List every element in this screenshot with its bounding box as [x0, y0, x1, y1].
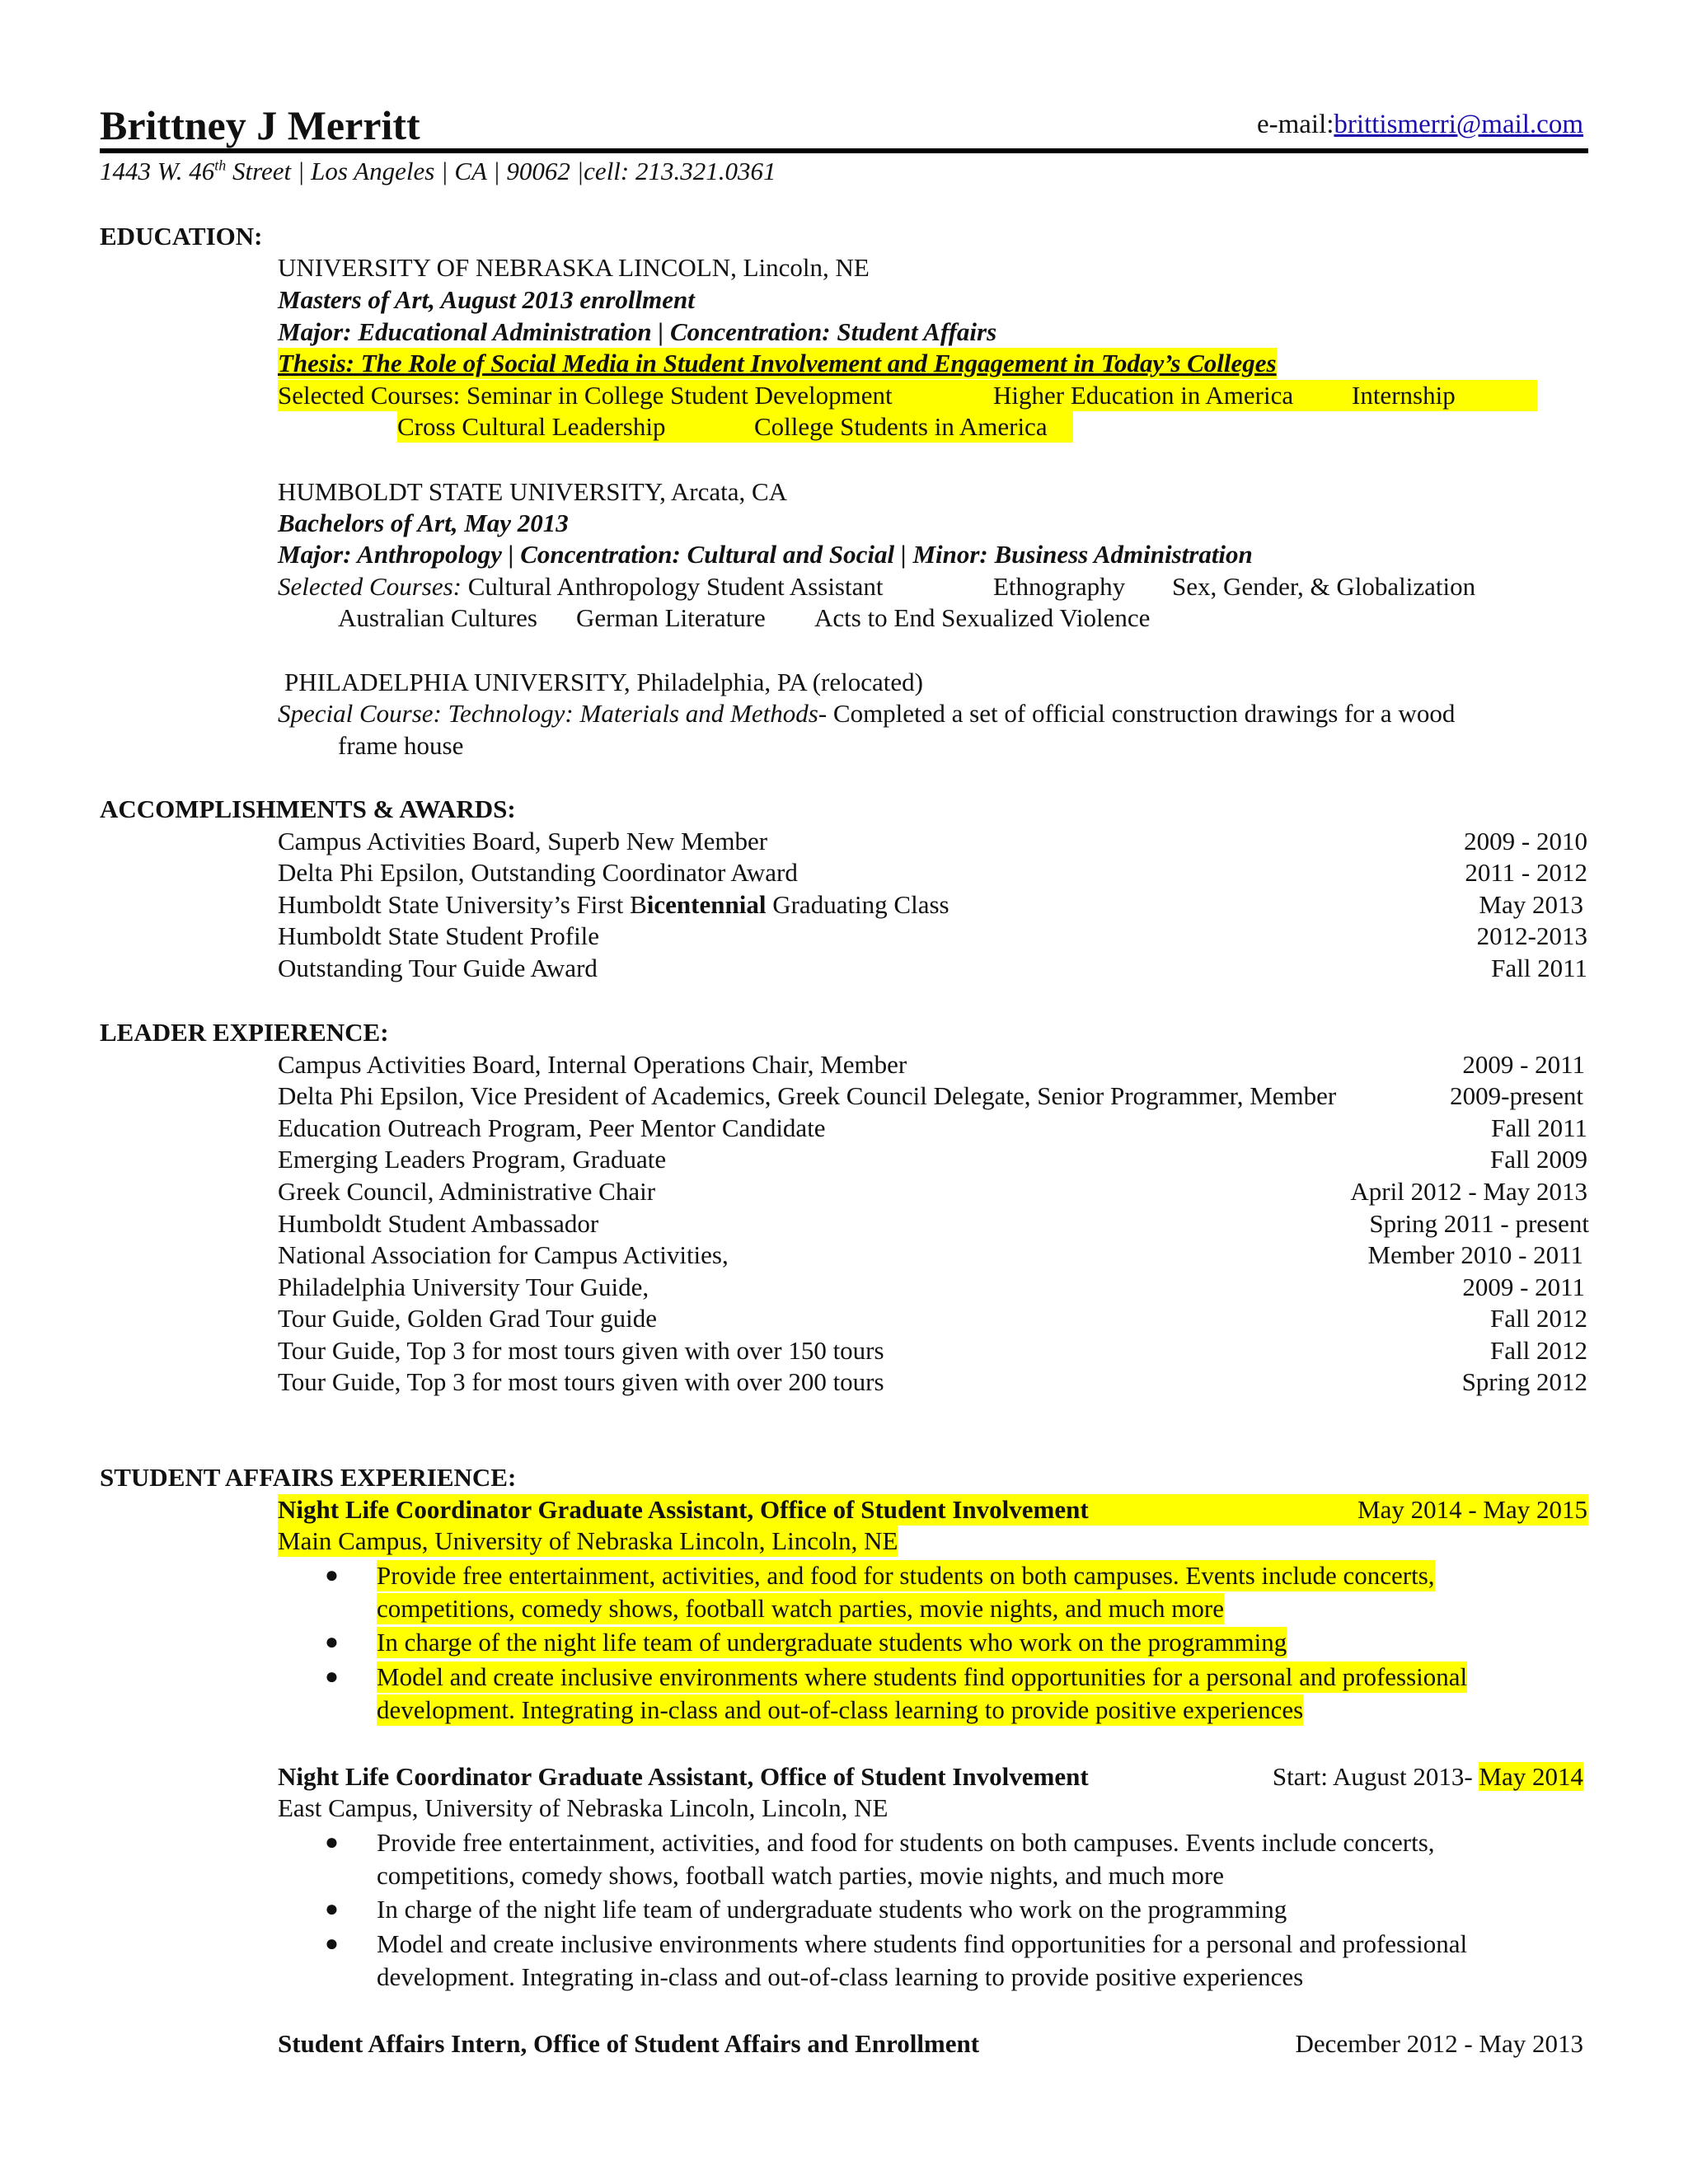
award-text-end: Graduating Class: [766, 890, 950, 919]
leader-item: Greek Council, Administrative Chair: [278, 1177, 656, 1206]
leader-item: Emerging Leaders Program, Graduate: [278, 1145, 667, 1174]
job3-title: Student Affairs Intern, Office of Student Affairs and Enrollment: [278, 2029, 980, 2058]
bullet-icon: ●: [325, 1830, 339, 1855]
phila-special: [278, 698, 1455, 729]
address-rest: Street | Los Angeles | CA | 90062 |cell: 213.321.0361: [226, 157, 776, 185]
job2-bullet1-line2: competitions, comedy shows, football watch parties, movie nights, and much more: [377, 1861, 1224, 1890]
unl-thesis: Thesis: The Role of Social Media in Student Involvement and Engagement in Today’s Colleges: [278, 349, 1277, 377]
email-link[interactable]: brittismerri@mail.com: [1334, 110, 1583, 139]
unl-school: UNIVERSITY OF NEBRASKA LINCOLN, Lincoln, NE: [278, 253, 870, 282]
hsu-course-sex-gender: Sex, Gender, & Globalization: [1172, 572, 1476, 601]
award-date: May 2013: [1479, 890, 1583, 919]
leader-date: Spring 2012: [1461, 1367, 1587, 1396]
awards-heading: ACCOMPLISHMENTS & AWARDS:: [100, 794, 516, 823]
award-text-bold: icentennial: [646, 890, 767, 919]
leader-date: Fall 2009: [1490, 1145, 1587, 1174]
leader-date: Member 2010 - 2011: [1367, 1240, 1583, 1269]
hsu-course-australian: Australian Cultures: [338, 603, 537, 632]
unl-courses-line1: Selected Courses: Seminar in College Student Development: [278, 381, 893, 410]
leader-item: Education Outreach Program, Peer Mentor Candidate: [278, 1113, 826, 1142]
award-item: Outstanding Tour Guide Award: [278, 954, 598, 982]
unl-major: Major: Educational Administration | Concentration: Student Affairs: [278, 317, 997, 346]
leader-date: Fall 2012: [1490, 1304, 1587, 1333]
job1-date: May 2014 - May 2015: [1357, 1495, 1587, 1524]
leader-date: Spring 2011 - present: [1369, 1209, 1589, 1238]
leader-item: Delta Phi Epsilon, Vice President of Academics, Greek Council Delegate, Senior Programmer, Member: [278, 1081, 1337, 1110]
unl-course-cross-cultural: Cross Cultural Leadership: [397, 412, 666, 441]
award-item: Campus Activities Board, Superb New Member: [278, 827, 768, 855]
job2-bullet2: In charge of the night life team of undergraduate students who work on the programming: [377, 1895, 1287, 1924]
job1-bullet3-line2: development. Integrating in-class and out-of-class learning to provide positive experiences: [377, 1695, 1304, 1724]
award-date: 2009 - 2010: [1464, 827, 1587, 855]
hsu-course-german: German Literature: [576, 603, 766, 632]
leader-item: Tour Guide, Top 3 for most tours given with over 150 tours: [278, 1336, 884, 1365]
hsu-course-acts: Acts to End Sexualized Violence: [814, 603, 1151, 632]
header-rule: [100, 148, 1588, 153]
job1-bullet3-line1: Model and create inclusive environments where students find opportunities for a personal and professional: [377, 1662, 1468, 1691]
job1-bullet2: In charge of the night life team of undergraduate students who work on the programming: [377, 1628, 1287, 1657]
unl-course-higher-ed: Higher Education in America: [993, 381, 1294, 410]
award-item: [278, 889, 950, 921]
address-superscript: th: [214, 157, 227, 174]
leader-date: Fall 2012: [1490, 1336, 1587, 1365]
job2-date: [1273, 1761, 1583, 1793]
job2-date-end: May 2014: [1479, 1762, 1583, 1791]
hsu-courses-label: Selected Courses:: [278, 572, 462, 601]
job1-bullet1-line1: Provide free entertainment, activities, and food for students on both campuses. Events include concerts,: [377, 1561, 1435, 1590]
student-affairs-heading: STUDENT AFFAIRS EXPERIENCE:: [100, 1463, 517, 1492]
bullet-icon: ●: [325, 1931, 339, 1957]
bullet-icon: ●: [325, 1664, 339, 1690]
award-item: Humboldt State Student Profile: [278, 921, 600, 950]
leader-date: 2009 - 2011: [1462, 1272, 1585, 1301]
job2-location: East Campus, University of Nebraska Lincoln, Lincoln, NE: [278, 1793, 889, 1822]
leader-date: April 2012 - May 2013: [1350, 1177, 1587, 1206]
unl-degree: Masters of Art, August 2013 enrollment: [278, 285, 695, 314]
bullet-icon: ●: [325, 1563, 339, 1588]
leader-date: Fall 2011: [1491, 1113, 1587, 1142]
hsu-course-anthro: Cultural Anthropology Student Assistant: [461, 572, 884, 601]
email-line: [1257, 109, 1583, 140]
phila-special-cont: frame house: [338, 731, 464, 760]
leader-item: Humboldt Student Ambassador: [278, 1209, 599, 1238]
phila-special-text: - Completed a set of official construction drawings for a wood: [818, 699, 1456, 728]
leader-heading: LEADER EXPIERENCE:: [100, 1018, 389, 1047]
unl-course-college-students: College Students in America: [754, 412, 1048, 441]
hsu-degree: Bachelors of Art, May 2013: [278, 509, 569, 537]
candidate-name: Brittney J Merritt: [100, 102, 420, 148]
job2-bullet3-line2: development. Integrating in-class and out-of-class learning to provide positive experiences: [377, 1962, 1304, 1991]
leader-date: 2009 - 2011: [1462, 1050, 1585, 1079]
leader-item: Philadelphia University Tour Guide,: [278, 1272, 649, 1301]
hsu-course-ethnography: Ethnography: [993, 572, 1126, 601]
hsu-courses-line1: [278, 571, 883, 602]
leader-item: Campus Activities Board, Internal Operations Chair, Member: [278, 1050, 907, 1079]
bullet-icon: ●: [325, 1896, 339, 1922]
hsu-school: HUMBOLDT STATE UNIVERSITY, Arcata, CA: [278, 477, 788, 506]
education-heading: EDUCATION:: [100, 222, 263, 251]
address-line: [100, 156, 776, 187]
unl-course-internship: Internship: [1352, 381, 1456, 410]
leader-date: 2009-present: [1450, 1081, 1583, 1110]
award-date: 2011 - 2012: [1465, 858, 1587, 887]
job2-bullet3-line1: Model and create inclusive environments where students find opportunities for a personal and professional: [377, 1929, 1468, 1958]
job3-date: December 2012 - May 2013: [1295, 2029, 1583, 2058]
award-text-start: Humboldt State University’s First B: [278, 890, 647, 919]
award-date: Fall 2011: [1491, 954, 1587, 982]
address-start: 1443 W. 46: [100, 157, 215, 185]
phila-special-label: Special Course: Technology: Materials and Methods: [278, 699, 818, 728]
leader-item: National Association for Campus Activities,: [278, 1240, 729, 1269]
award-item: Delta Phi Epsilon, Outstanding Coordinator Award: [278, 858, 798, 887]
job1-location: Main Campus, University of Nebraska Lincoln, Lincoln, NE: [278, 1526, 898, 1555]
phila-school: PHILADELPHIA UNIVERSITY, Philadelphia, PA (relocated): [284, 668, 923, 696]
hsu-major: Major: Anthropology | Concentration: Cultural and Social | Minor: Business Administration: [278, 540, 1253, 569]
leader-item: Tour Guide, Golden Grad Tour guide: [278, 1304, 657, 1333]
job2-title: Night Life Coordinator Graduate Assistant, Office of Student Involvement: [278, 1762, 1089, 1791]
leader-item: Tour Guide, Top 3 for most tours given with over 200 tours: [278, 1367, 884, 1396]
job2-date-start: Start: August 2013-: [1272, 1762, 1479, 1791]
job1-bullet1-line2: competitions, comedy shows, football watch parties, movie nights, and much more: [377, 1594, 1224, 1623]
bullet-icon: ●: [325, 1629, 339, 1655]
email-label: e-mail:: [1256, 110, 1334, 139]
job2-bullet1-line1: Provide free entertainment, activities, and food for students on both campuses. Events include concerts,: [377, 1828, 1435, 1857]
award-date: 2012-2013: [1476, 921, 1587, 950]
job1-title: Night Life Coordinator Graduate Assistant, Office of Student Involvement: [278, 1495, 1089, 1524]
